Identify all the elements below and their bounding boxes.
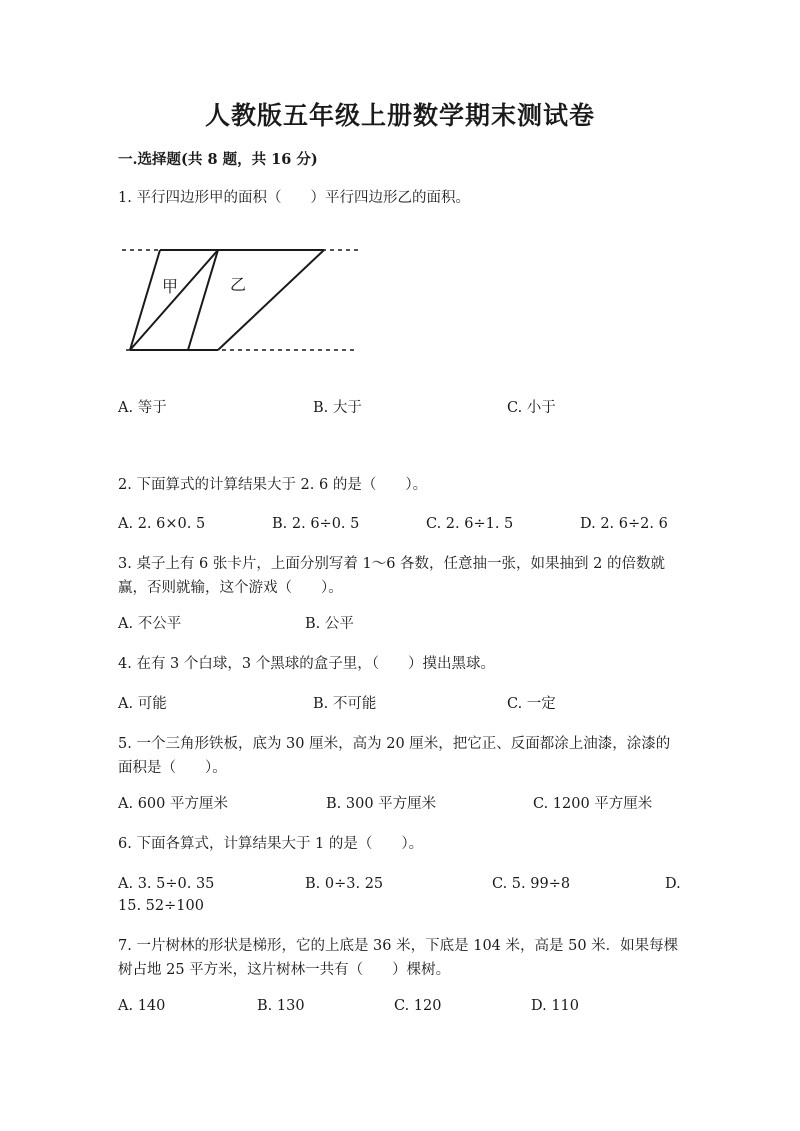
q2-option-b: B. 2. 6÷0. 5 <box>272 516 360 532</box>
q2-option-c: C. 2. 6÷1. 5 <box>426 516 514 532</box>
q6-option-b: B. 0÷3. 25 <box>305 876 384 892</box>
question-1: 1. 平行四边形甲的面积（ ）平行四边形乙的面积。 <box>118 190 470 206</box>
question-3: 3. 桌子上有 6 张卡片，上面分别写着 1～6 各数，任意抽一张，如果抽到 2 的倍数就赢，否则就输，这个游戏（ ）。 <box>118 556 665 596</box>
q2-option-a: A. 2. 6×0. 5 <box>118 516 206 532</box>
q6-option-d-value: 15. 52÷100 <box>118 898 204 914</box>
q5-option-a: A. 600 平方厘米 <box>118 796 228 812</box>
q2-option-d: D. 2. 6÷2. 6 <box>580 516 668 532</box>
q7-option-a: A. 140 <box>118 998 166 1014</box>
parallelogram-figure <box>118 240 368 364</box>
q4-option-a: A. 可能 <box>118 696 167 712</box>
q3-option-b: B. 公平 <box>305 616 354 632</box>
jia-left-side <box>130 250 160 350</box>
question-4: 4. 在有 3 个白球，3 个黑球的盒子里，（ ）摸出黑球。 <box>118 656 495 672</box>
q1-option-b: B. 大于 <box>313 400 362 416</box>
label-yi: 乙 <box>230 275 247 294</box>
jia-right-side <box>188 250 218 350</box>
diagonal-line <box>130 250 218 350</box>
page-title: 人教版五年级上册数学期末测试卷 <box>204 101 595 130</box>
question-2: 2. 下面算式的计算结果大于 2. 6 的是（ ）。 <box>118 477 428 493</box>
q5-option-c: C. 1200 平方厘米 <box>533 796 653 812</box>
question-6: 6. 下面各算式，计算结果大于 1 的是（ ）。 <box>118 836 424 852</box>
q6-option-a: A. 3. 5÷0. 35 <box>118 876 215 892</box>
q5-option-b: B. 300 平方厘米 <box>326 796 437 812</box>
q1-option-a: A. 等于 <box>118 400 167 416</box>
section-heading: 一.选择题(共 8 题，共 16 分) <box>118 151 318 168</box>
yi-right-side <box>218 250 324 350</box>
q7-option-b: B. 130 <box>257 998 305 1014</box>
q6-option-c: C. 5. 99÷8 <box>492 876 571 892</box>
q1-option-c: C. 小于 <box>507 400 556 416</box>
q7-option-d: D. 110 <box>531 998 580 1014</box>
q4-option-b: B. 不可能 <box>313 696 377 712</box>
q7-option-c: C. 120 <box>394 998 442 1014</box>
label-jia: 甲 <box>162 277 179 296</box>
q6-option-d-label: D. <box>665 876 681 892</box>
question-5: 5. 一个三角形铁板，底为 30 厘米，高为 20 厘米，把它正、反面都涂上油漆，涂漆的面积是（ ）。 <box>118 736 671 776</box>
q3-option-a: A. 不公平 <box>118 616 182 632</box>
q4-option-c: C. 一定 <box>507 696 556 712</box>
question-7: 7. 一片树林的形状是梯形，它的上底是 36 米，下底是 104 米，高是 50 米．如果每棵树占地 25 平方米，这片树林一共有（ ）棵树。 <box>118 938 679 978</box>
